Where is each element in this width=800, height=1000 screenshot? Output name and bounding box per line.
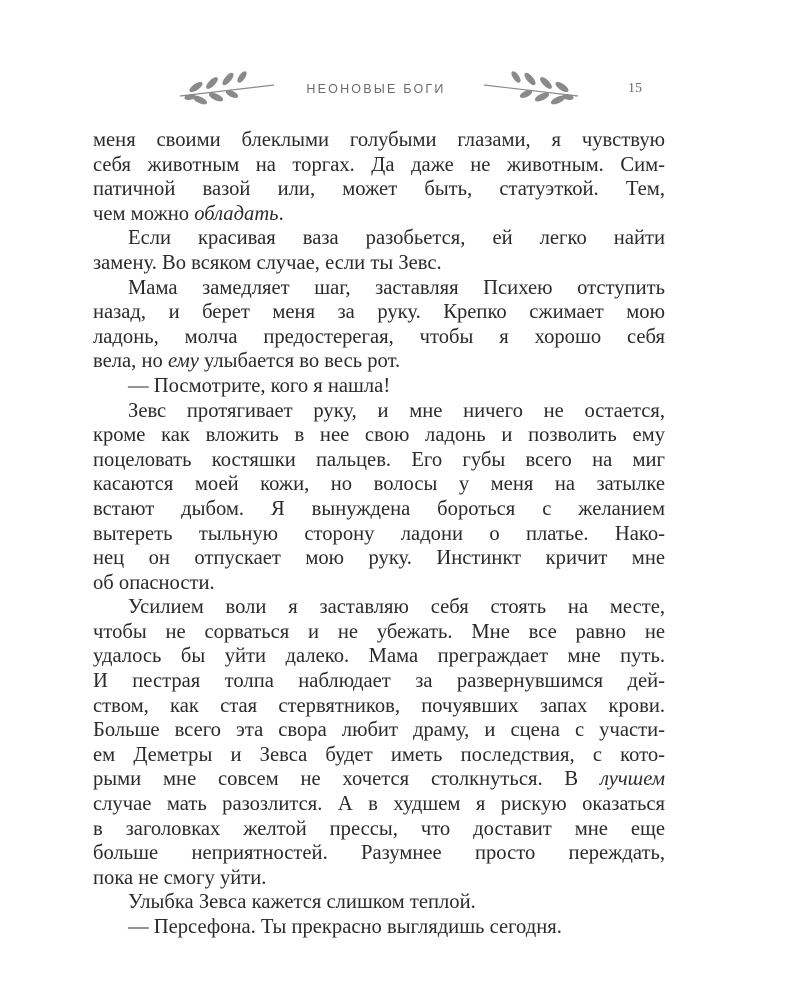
- italic-emphasis: ему: [167, 350, 199, 373]
- text-line: Зевс протягивает руку, и мне ничего не остается,: [128, 399, 665, 422]
- text-line: ством, как стая стервятников, почуявших запах крови.: [93, 694, 665, 717]
- text-line: нец он отпускает мою руку. Инстинкт кричит мне: [93, 547, 665, 570]
- italic-emphasis: обладать: [194, 202, 279, 225]
- text-line: вела, но ему улыбается во весь рот.: [93, 350, 401, 373]
- body-text: [93, 128, 665, 940]
- text-line: Мама замедляет шаг, заставляя Психею отступить: [128, 276, 665, 299]
- text-line: ладонь, молча предостерегая, чтобы я хорошо себя: [93, 325, 665, 348]
- text-line: чем можно обладать.: [93, 202, 284, 225]
- text-line: касаются моей кожи, но волосы у меня на затылке: [93, 473, 665, 496]
- text-line: случае мать разозлится. А в худшем я рискую оказаться: [93, 793, 665, 816]
- text-line: себя животным на торгах. Да даже не животным. Сим-: [93, 153, 665, 176]
- text-line: рыми мне совсем не хочется столкнуться. В лучшем: [93, 768, 665, 791]
- text-line: Если красивая ваза разобьется, ей легко найти: [128, 227, 665, 250]
- text-line: назад, и берет меня за руку. Крепко сжимает мою: [93, 301, 665, 324]
- text-line: об опасности.: [93, 571, 215, 594]
- text-line: замену. Во всяком случае, если ты Зевс.: [93, 251, 442, 274]
- running-title: НЕОНОВЫЕ БОГИ: [306, 82, 446, 96]
- running-header: [0, 66, 800, 114]
- text-line: И пестрая толпа наблюдает за развернувшимся дей-: [93, 670, 665, 693]
- text-line: ем Деметры и Зевса будет иметь последствия, с кото-: [93, 743, 665, 766]
- text-line: вытереть тыльную сторону ладони о платье. Нако-: [93, 522, 665, 545]
- text-line: Улыбка Зевса кажется слишком теплой.: [128, 891, 476, 914]
- laurel-branch-icon: [482, 66, 580, 110]
- text-line: пока не смогу уйти.: [93, 866, 267, 889]
- text-line: — Персефона. Ты прекрасно выглядишь сегодня.: [128, 916, 562, 938]
- text-line: поцеловать костяшки пальцев. Его губы всего на миг: [93, 448, 665, 471]
- italic-emphasis: лучшем: [600, 768, 665, 791]
- text-line: патичной вазой или, может быть, статуэткой. Тем,: [93, 178, 665, 201]
- text-line: чтобы не сорваться и не убежать. Мне все равно не: [93, 620, 665, 643]
- text-line: кроме как вложить в нее свою ладонь и позволить ему: [93, 424, 665, 447]
- text-line: меня своими блеклыми голубыми глазами, я чувствую: [93, 129, 665, 151]
- text-line: — Посмотрите, кого я нашла!: [128, 374, 391, 397]
- text-line: удалось бы уйти далеко. Мама преграждает мне путь.: [93, 645, 665, 668]
- text-line: встают дыбом. Я вынуждена бороться с желанием: [93, 497, 665, 520]
- text-line: больше неприятностей. Разумнее просто переждать,: [93, 842, 665, 865]
- laurel-branch-icon: [178, 66, 276, 110]
- text-line: Усилием воли я заставляю себя стоять на месте,: [128, 596, 665, 619]
- text-line: в заголовках желтой прессы, что доставит мне еще: [93, 817, 665, 840]
- text-line: Больше всего эта свора любит драму, и сцена с участи-: [93, 719, 665, 742]
- page-number: 15: [628, 81, 642, 96]
